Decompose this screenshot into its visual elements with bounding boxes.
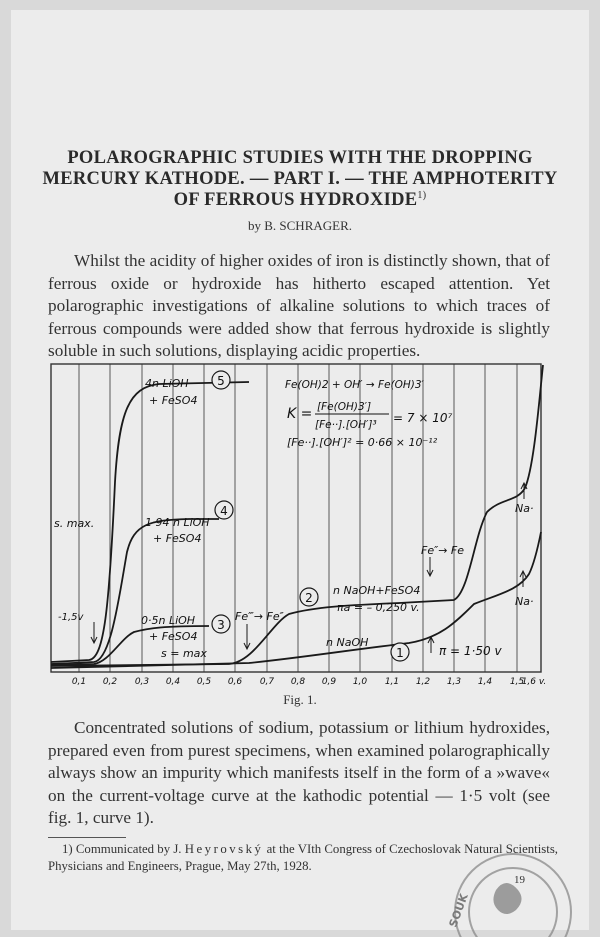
x-tick-label: 1,6 v. (521, 677, 545, 687)
x-tick-label: 1,0 (352, 677, 368, 687)
curve-1-label: n NaOH (326, 636, 369, 649)
title-line-1: POLAROGRAPHIC STUDIES WITH THE DROPPING (67, 148, 533, 168)
equation-1: Fe(OH)2 + OH′ → Fe(OH)3′ (285, 379, 424, 391)
title-line-3-text: OF FERROUS HYDROXIDE (173, 190, 418, 211)
footnote-rule (48, 837, 126, 838)
curve-3-number: 3 (217, 618, 225, 632)
x-tick-label: 0,9 (321, 677, 337, 687)
x-tick-label: 0,1 (71, 677, 87, 687)
curve-1-number: 1 (396, 646, 404, 660)
curve-3-label-2: + FeSO4 (149, 630, 198, 643)
curve-5-number: 5 (217, 374, 225, 388)
figure-1 (49, 362, 545, 692)
x-tick-label: 1,5 (509, 677, 525, 687)
footnote-text-1: Communicated by J. (72, 842, 182, 856)
title-line-3 (0, 190, 600, 211)
smax-bottom-label: s = max (161, 647, 207, 660)
equation-3: [Fe··].[OH′]² = 0·66 × 10⁻¹² (287, 436, 438, 449)
equation-2-lhs: K = (287, 406, 313, 422)
equation-2-rhs: = 7 × 10⁷ (393, 411, 453, 425)
footnote-text-2: at the VIth Congress of Czechoslovak Natural Scientists, Physicians and Engineers, Prague, May 27th, 1928. (48, 842, 558, 873)
polarogram-plot (49, 362, 545, 692)
na-upper-label: Na· (515, 502, 534, 515)
x-tick-label: 1,1 (384, 677, 400, 687)
curve-2-label: n NaOH+FeSO4 (333, 584, 421, 597)
author-byline: by B. SCHRAGER. (247, 218, 353, 233)
x-tick-label: 1,4 (477, 677, 493, 687)
curve-4-number: 4 (220, 504, 228, 518)
title-footnote-mark: 1) (417, 190, 427, 201)
curve-2-number: 2 (305, 591, 313, 605)
curve-5-label-1: 4n LiOH (145, 377, 189, 390)
curve-4-label-2: + FeSO4 (153, 532, 202, 545)
fe3-fe2-label: Fe‴→ Fe″ (235, 610, 284, 623)
equation-2-denominator: [Fe··].[OH′]³ (315, 419, 377, 431)
footnote-mark: 1) (62, 842, 73, 856)
library-stamp (418, 832, 588, 937)
x-tick-label: 0,3 (134, 677, 150, 687)
x-tick-label: 0,6 (227, 677, 243, 687)
intro-paragraph: Whilst the acidity of higher oxides of iron is distinctly shown, that of ferrous oxide or hydroxide has hitherto escaped attention. Yet polarographic investigations of alkaline solutions to which traces of ferrous compounds were added show that ferrous hydroxide is slightly soluble in such solutions, displaying acidic properties. (48, 251, 550, 360)
title-line-2: MERCURY KATHODE. — PART I. — THE AMPHOTERITY (42, 169, 558, 189)
page-number: 19 (514, 874, 525, 886)
x-tick-label: 0,8 (290, 677, 306, 687)
x-tick-label: 0,2 (102, 677, 118, 687)
curve-4-label-1: 1·94 n LiOH (145, 516, 210, 529)
equation-2-numerator: [Fe(OH)3′] (317, 401, 372, 413)
body-paragraph-2: Concentrated solutions of sodium, potassium or lithium hydroxides, prepared even from purest specimens, when examined polarographically always show an impurity which manifests itself in the form of a »wave« on the current-voltage curve at the kathodic potential — 1·5 volt (see fig. 1, curve 1). (48, 718, 550, 827)
smax-left-label: s. max. (54, 517, 95, 530)
x-tick-labels (72, 677, 545, 687)
fe2-fe-label: Fe″→ Fe (421, 544, 465, 557)
pi-label: π = 1·50 v (439, 644, 502, 658)
stamp-text: SOUK (446, 891, 471, 930)
footnote-author: Heyrovský (184, 842, 264, 856)
wave-1-5v-label: -1,5v (58, 612, 84, 623)
curve-3-label-1: 0·5n LiOH (141, 614, 196, 627)
na-lower-label: Na· (515, 595, 534, 608)
x-tick-label: 0,5 (196, 677, 212, 687)
curve-5-label-2: + FeSO4 (149, 394, 198, 407)
x-tick-label: 1,2 (415, 677, 431, 687)
x-tick-label: 0,4 (165, 677, 181, 687)
stamp-emblem (493, 883, 521, 914)
figure-caption: Fig. 1. (283, 692, 317, 707)
x-tick-label: 1,3 (446, 677, 462, 687)
x-tick-label: 0,7 (259, 677, 275, 687)
pi-a-label: πa = – 0,250 v. (337, 601, 420, 614)
